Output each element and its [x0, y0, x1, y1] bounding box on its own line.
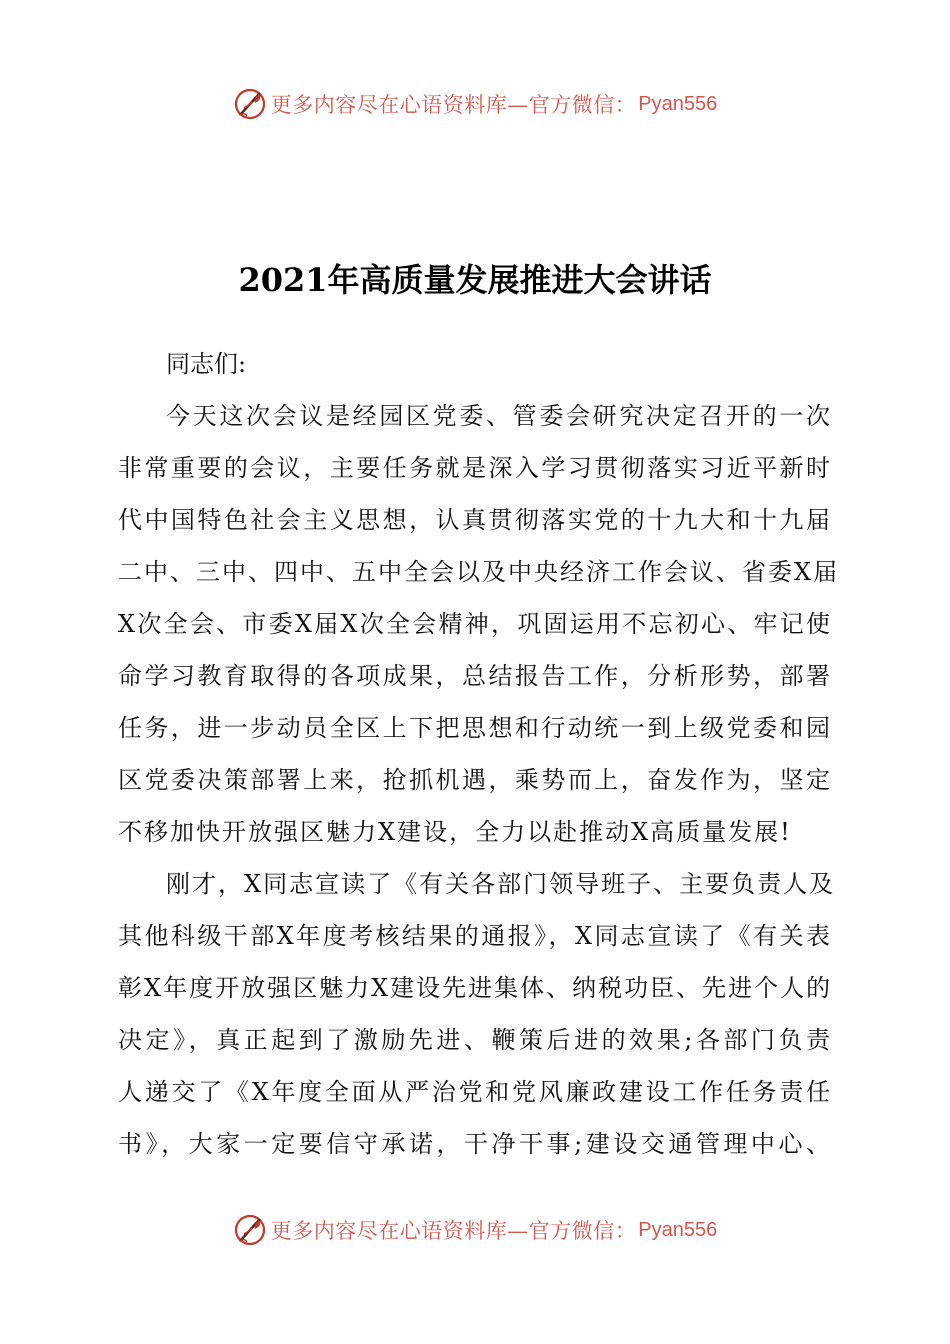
- document-body: [118, 338, 840, 1170]
- header-banner-text: 更多内容尽在心语资料库—官方微信：: [270, 93, 637, 117]
- quill-pen-logo-icon: [233, 1213, 267, 1247]
- header-banner-wechat-id: Pyan556: [638, 92, 718, 115]
- paragraph-line: 非常重要的会议，主要任务就是深入学习贯彻落实习近平新时: [118, 454, 832, 482]
- salutation: 同志们:: [166, 350, 247, 378]
- paragraph-line: 命学习教育取得的各项成果，总结报告工作，分析形势，部署: [118, 662, 832, 690]
- paragraph-line: 任务，进一步动员全区上下把思想和行动统一到上级党委和园: [118, 714, 832, 742]
- paragraph-line: 书》，大家一定要信守承诺，干净干事;建设交通管理中心、: [118, 1130, 832, 1158]
- paragraph-line: 区党委决策部署上来，抢抓机遇，乘势而上，奋发作为，坚定: [118, 766, 832, 794]
- paragraph-2: [118, 858, 836, 1170]
- footer-banner-text: 更多内容尽在心语资料库—官方微信：: [270, 1219, 637, 1243]
- paragraph-line: 二中、三中、四中、五中全会以及中央经济工作会议、省委X届: [118, 558, 840, 586]
- paragraph-line: 刚才，X同志宣读了《有关各部门领导班子、主要负责人及: [166, 870, 836, 898]
- paragraph-line: 人递交了《X年度全面从严治党和党风廉政建设工作任务责任: [118, 1078, 832, 1106]
- paragraph-line: 其他科级干部X年度考核结果的通报》，X同志宣读了《有关表: [118, 922, 832, 950]
- header-banner: [0, 82, 950, 126]
- paragraph-line: 彰X年度开放强区魅力X建设先进集体、纳税功臣、先进个人的: [118, 974, 833, 1002]
- paragraph-line: 代中国特色社会主义思想，认真贯彻落实党的十九大和十九届: [118, 506, 832, 534]
- quill-pen-logo-icon: [233, 87, 267, 121]
- paragraph-line: X次全会、市委X届X次全会精神，巩固运用不忘初心、牢记使: [118, 610, 832, 638]
- paragraph-1: [118, 390, 840, 858]
- paragraph-line: 决定》，真正起到了激励先进、鞭策后进的效果;各部门负责: [118, 1026, 832, 1054]
- footer-banner-wechat-id: Pyan556: [638, 1218, 718, 1241]
- footer-banner: [0, 1208, 950, 1252]
- paragraph-line: 不移加快开放强区魅力X建设，全力以赴推动X高质量发展!: [118, 818, 792, 846]
- document-title: 2021年高质量发展推进大会讲话: [238, 261, 712, 299]
- paragraph-line: 今天这次会议是经园区党委、管委会研究决定召开的一次: [166, 402, 832, 430]
